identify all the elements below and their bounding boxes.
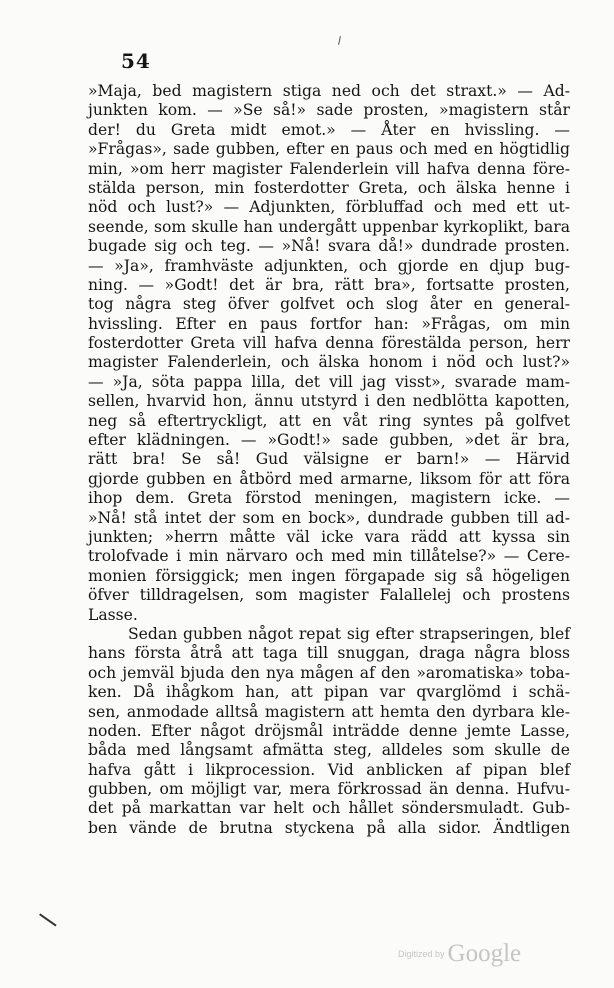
text-line: magister Falenderlein, och älska honom i nöd och lust?» xyxy=(88,353,570,372)
text-line: stälda person, min fosterdotter Greta, och älska henne i xyxy=(88,178,570,197)
text-line: båda med långsamt afmätta steg, alldeles som skulle de xyxy=(88,741,570,760)
text-line: ihop dem. Greta förstod meningen, magistern icke. — xyxy=(88,489,570,508)
text-line: trolofvade i min närvaro och med min tillåtelse?» — Cere- xyxy=(88,547,570,566)
text-line: efter klädningen. — »Godt!» sade gubben, »det är bra, xyxy=(88,431,570,450)
text-line: sellen, hvarvid hon, ännu utstyrd i den nedblötta kapotten, xyxy=(88,392,570,411)
text-line: monien försiggick; men ingen förgapade sig så högeligen xyxy=(88,566,570,585)
body-text xyxy=(88,82,570,838)
text-line: öfver tilldragelsen, som magister Falallelej och prostens xyxy=(88,586,570,605)
text-line: min, »om herr magister Falenderlein vill hafva denna före- xyxy=(88,159,570,178)
text-line: der! du Greta midt emot.» — Åter en hvissling. — xyxy=(88,120,570,139)
text-line: »Nå! stå intet der som en bock», dundrade gubben till ad- xyxy=(88,508,570,527)
text-line: ben vände de brutna styckena på alla sidor. Ändtligen xyxy=(88,818,570,837)
text-line: noden. Efter något dröjsmål inträdde denne jemte Lasse, xyxy=(88,721,570,740)
text-line: Lasse. xyxy=(88,605,138,624)
text-line: det på markattan var helt och hållet söndersmuladt. Gub- xyxy=(88,799,570,818)
text-line: fosterdotter Greta vill hafva denna förestälda person, herr xyxy=(88,334,570,353)
watermark-small-text: Digitized by xyxy=(398,949,445,959)
text-line: och jemväl bjuda den nya mågen af den »aromatiska» toba- xyxy=(88,663,570,682)
text-line: hafva gått i likprocession. Vid anblicken af pipan blef xyxy=(88,760,570,779)
text-line: — »Ja», framhväste adjunkten, och gjorde en djup bug- xyxy=(88,256,570,275)
watermark-google-logo: Google xyxy=(447,940,522,967)
text-line: ken. Då ihågkom han, att pipan var qvarglömd i schä- xyxy=(88,683,570,702)
text-line: junkten kom. — »Se så!» sade prosten, »magistern står xyxy=(88,101,570,120)
text-line: ning. — »Godt! det är bra, rätt bra», fortsatte prosten, xyxy=(88,275,570,294)
text-line: hvissling. Efter en paus fortfor han: »Frågas, om min xyxy=(88,314,570,333)
page-number: 54 xyxy=(121,49,151,73)
text-line: neg så eftertryckligt, att en våt ring syntes på golfvet xyxy=(88,411,570,430)
text-line: bugade sig och teg. — »Nå! svara då!» dundrade prosten. xyxy=(88,237,570,256)
text-line: — »Ja, söta pappa lilla, det vill jag visst», svarade mam- xyxy=(88,372,570,391)
digitized-by-google-watermark xyxy=(398,940,521,968)
text-line: sen, anmodade alltså magistern att hemta den dyrbara kle- xyxy=(88,702,570,721)
text-line: »Frågas», sade gubben, efter en paus och med en högtidlig xyxy=(88,140,570,159)
text-line: junkten; »herrn måtte väl icke vara rädd att kyssa sin xyxy=(88,527,570,546)
text-line: gubben, om möjligt var, mera förkrossad än denna. Hufvu- xyxy=(88,780,570,799)
text-line: Sedan gubben något repat sig efter strapseringen, blef xyxy=(128,624,570,643)
text-line: gjorde gubben en åtbörd med armarne, liksom för att föra xyxy=(88,469,570,488)
text-line: seende, som skulle han undergått uppenbar kyrkoplikt, bara xyxy=(88,217,570,236)
text-line: tog några steg öfver golfvet och slog åter en general- xyxy=(88,295,570,314)
text-line: rätt bra! Se så! Gud välsigne er barn!» — Härvid xyxy=(88,450,570,469)
text-line: nöd och lust?» — Adjunkten, förbluffad och med ett ut- xyxy=(88,198,570,217)
text-line: »Maja, bed magistern stiga ned och det straxt.» — Ad- xyxy=(88,82,570,100)
text-line: hans första åtrå att taga till snuggan, draga några bloss xyxy=(88,644,570,663)
ink-speck-mark xyxy=(338,36,341,45)
scan-artifact-mark xyxy=(39,913,56,926)
